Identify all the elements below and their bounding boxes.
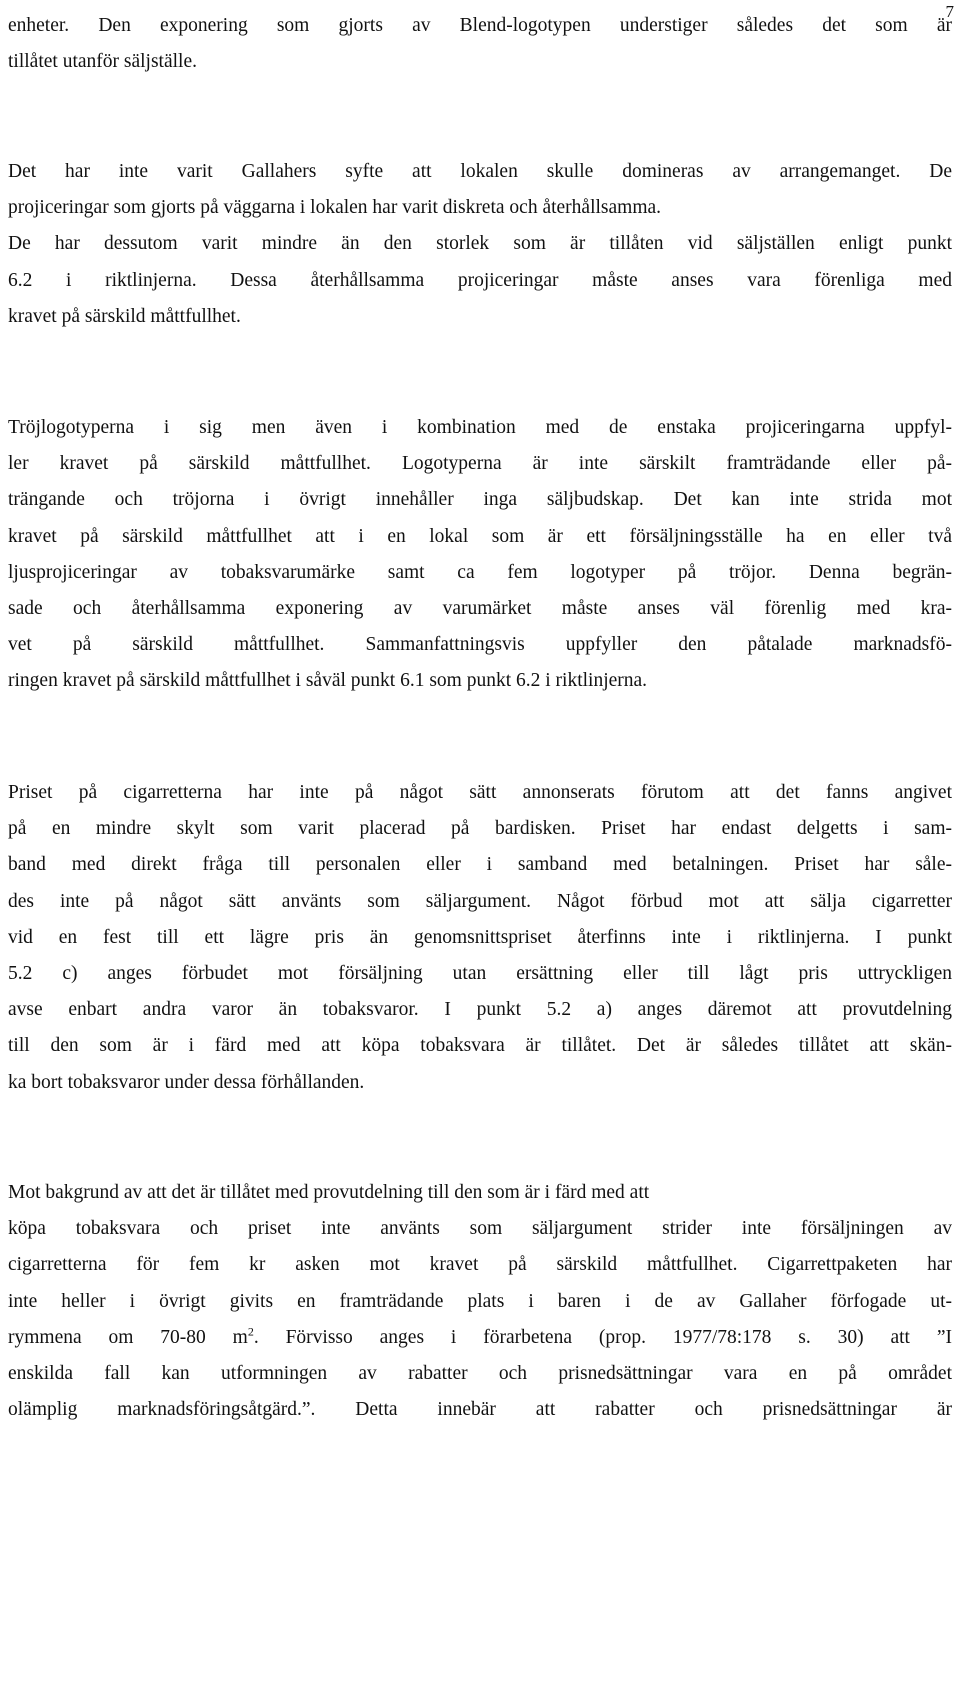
text-line: inte heller i övrigt givits en framträdande plats i baren i de av Gallaher förfogade ut- bbox=[8, 1290, 952, 1312]
text-line: Mot bakgrund av att det är tillåtet med provutdelning till den som är i färd med att bbox=[8, 1182, 650, 1203]
text-line: avse enbart andra varor än tobaksvaror. I punkt 5.2 a) anges däremot att provutdelning bbox=[8, 999, 952, 1021]
text-line: trängande och tröjorna i övrigt innehåller inga säljbudskap. Det kan inte strida mot bbox=[8, 489, 952, 511]
text-line: till den som är i färd med att köpa tobaksvara är tillåtet. Det är således tillåtet att skän- bbox=[8, 1035, 952, 1057]
text-line: kravet på särskild måttfullhet. bbox=[8, 305, 241, 327]
text-line: ler kravet på särskild måttfullhet. Logotyperna är inte särskilt framträdande eller på- bbox=[8, 453, 952, 475]
page-number: 7 bbox=[945, 2, 954, 21]
text-line: vid en fest till ett lägre pris än genomsnittspriset återfinns inte i riktlinjerna. I punkt bbox=[8, 926, 952, 948]
text-line: projiceringar som gjorts på väggarna i lokalen har varit diskreta och återhållsamma. bbox=[8, 197, 662, 219]
text-line: kravet på särskild måttfullhet att i en lokal som är ett försäljningsställe ha en eller två bbox=[8, 525, 952, 547]
text-line: Det har inte varit Gallahers syfte att lokalen skulle domineras av arrangemanget. De bbox=[8, 161, 952, 182]
text-line: köpa tobaksvara och priset inte använts som säljargument strider inte försäljningen av bbox=[8, 1218, 952, 1240]
paragraph-5 bbox=[8, 1175, 952, 1428]
superscript: 2 bbox=[247, 1324, 254, 1339]
text-line: band med direkt fråga till personalen eller i samband med betalningen. Priset har såle- bbox=[8, 854, 952, 876]
text-line: vet på särskild måttfullhet. Sammanfattningsvis uppfyller den påtalade marknadsfö- bbox=[8, 634, 952, 656]
paragraph-3 bbox=[8, 410, 952, 700]
text-line: på en mindre skylt som varit placerad på bardisken. Priset har endast delgetts i sam- bbox=[8, 818, 952, 840]
text-line: olämplig marknadsföringsåtgärd.”. Detta innebär att rabatter och prisnedsättningar är bbox=[8, 1399, 952, 1421]
paragraph-2 bbox=[8, 154, 952, 335]
paragraph-4 bbox=[8, 775, 952, 1101]
text-line: ljusprojiceringar av tobaksvarumärke samt ca fem logotyper på tröjor. Denna begrän- bbox=[8, 561, 952, 583]
text-line: 5.2 c) anges förbudet mot försäljning utan ersättning eller till lågt pris uttryckligen bbox=[8, 963, 952, 985]
text-line: Priset på cigarretterna har inte på något sätt annonserats förutom att det fanns angivet bbox=[8, 782, 952, 803]
text-line: Tröjlogotyperna i sig men även i kombination med de enstaka projiceringarna uppfyl- bbox=[8, 417, 952, 438]
text-line: sade och återhållsamma exponering av varumärket måste anses väl förenlig med kra- bbox=[8, 598, 952, 620]
paragraph-1 bbox=[8, 8, 952, 80]
text-line: des inte på något sätt använts som säljargument. Något förbud mot att sälja cigarretter bbox=[8, 890, 952, 912]
text-line: 6.2 i riktlinjerna. Dessa återhållsamma projiceringar måste anses vara förenliga med bbox=[8, 269, 952, 291]
text-fragment: rymmena om 70-80 m bbox=[8, 1326, 248, 1348]
text-fragment: . Förvisso anges i förarbetena (prop. 1977/78:178 s. 30) att ”I bbox=[253, 1326, 952, 1348]
text-line: enheter. Den exponering som gjorts av Blend-logotypen understiger således det som är bbox=[8, 15, 952, 36]
text-line: tillåtet utanför säljställe. bbox=[8, 51, 197, 73]
text-line: De har dessutom varit mindre än den storlek som är tillåten vid säljställen enligt punkt bbox=[8, 233, 952, 255]
text-line: ringen kravet på särskild måttfullhet i såväl punkt 6.1 som punkt 6.2 i riktlinjerna. bbox=[8, 670, 648, 692]
text-line: enskilda fall kan utformningen av rabatter och prisnedsättningar vara en på området bbox=[8, 1363, 952, 1385]
text-line bbox=[8, 1320, 952, 1356]
text-line: cigarretterna för fem kr asken mot kravet på särskild måttfullhet. Cigarrettpaketen har bbox=[8, 1254, 952, 1276]
text-line: ka bort tobaksvaror under dessa förhållanden. bbox=[8, 1071, 365, 1093]
